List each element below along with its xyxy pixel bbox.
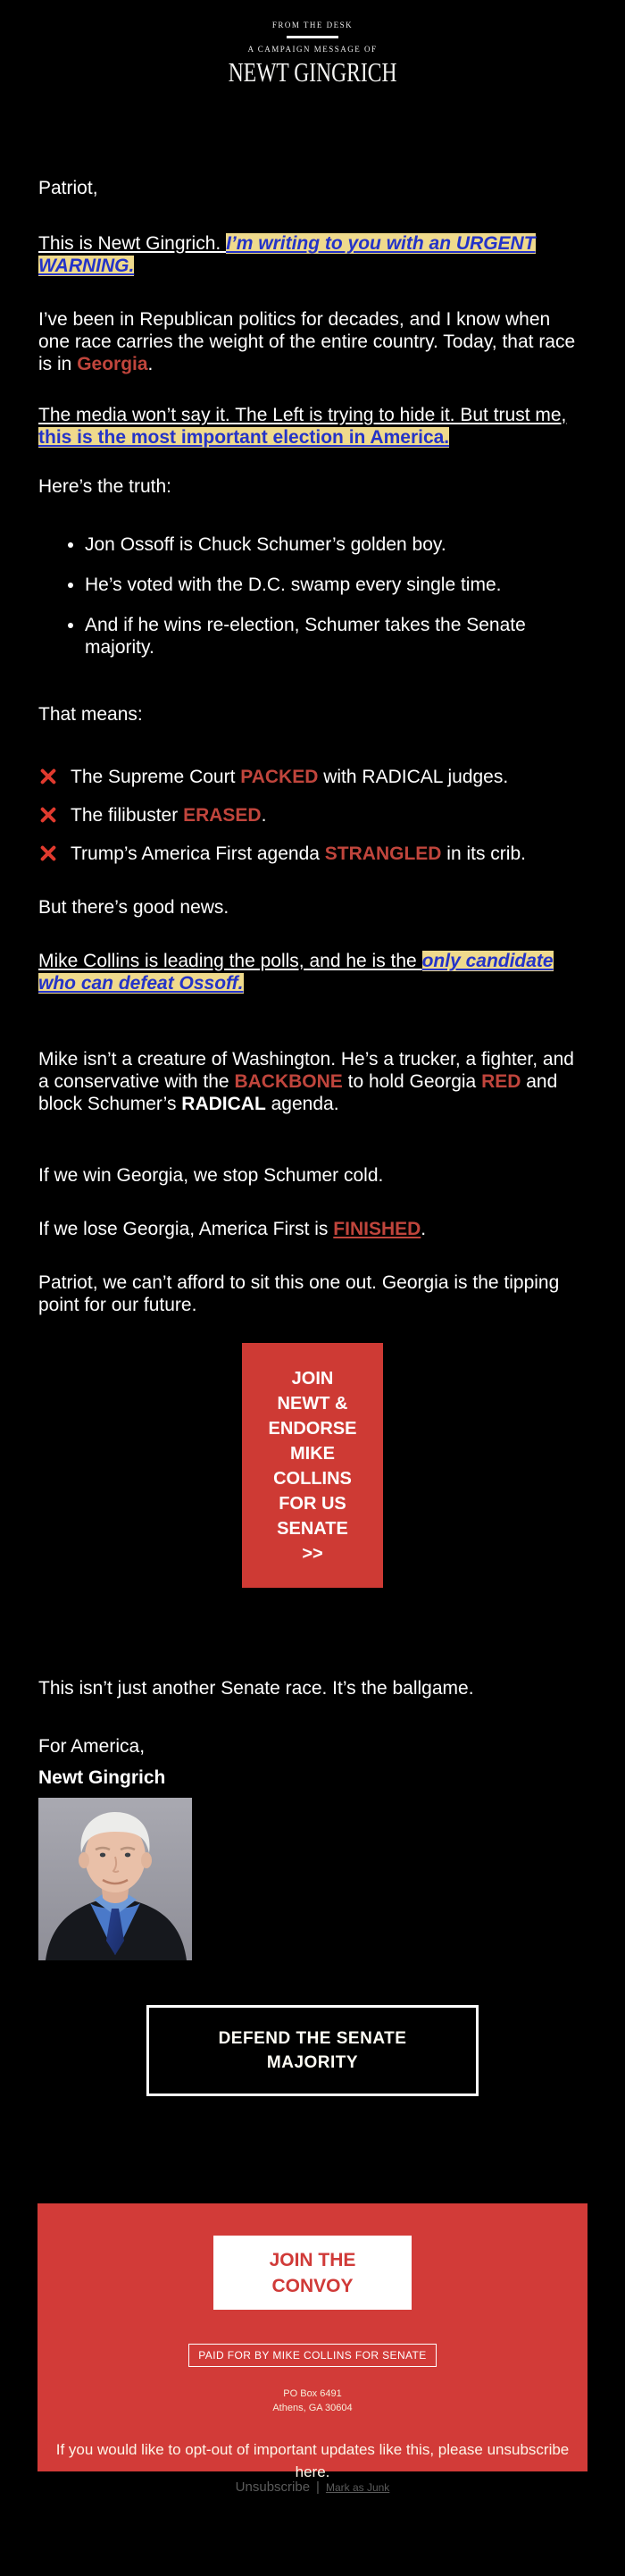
paid-for-disclaimer: PAID FOR BY MIKE COLLINS FOR SENATE: [188, 2344, 436, 2367]
logo-divider: [287, 36, 338, 38]
text-segment: Trump’s America First agenda: [71, 843, 325, 864]
body-paragraph: [38, 1766, 587, 1789]
body-paragraph: [38, 308, 587, 375]
bullet-item: • And if he wins re-election, Schumer takes the Senate majority.: [85, 614, 587, 659]
text-segment: RADICAL: [181, 1094, 266, 1114]
text-segment: Newt Gingrich: [38, 1767, 166, 1788]
inline-link[interactable]: Mike Collins is leading the polls, and he is the: [38, 951, 422, 971]
logo-name: NEWT GINGRICH: [228, 56, 397, 88]
text-segment: The filibuster: [71, 805, 184, 826]
bullet-item: • He’s voted with the D.C. swamp every single time.: [85, 574, 587, 596]
emphasis-red-text: RED: [481, 1071, 521, 1092]
x-mark-item: [38, 843, 587, 865]
x-mark-item: [38, 766, 587, 788]
body-paragraph: [38, 1735, 587, 1758]
inline-link[interactable]: This is Newt Gingrich.: [38, 233, 227, 254]
text-segment: That means:: [38, 704, 143, 725]
defend-section: [38, 2005, 587, 2096]
text-segment: I’ve been in Republican politics for decades, and I know when one race carries the weight of the entire country. Today, that race is in: [38, 309, 576, 374]
cta-button-line: >>: [302, 1544, 323, 1564]
sender-logo: [0, 0, 625, 88]
text-segment: with RADICAL judges.: [318, 767, 509, 787]
cta-button-line: FOR US: [279, 1494, 346, 1514]
body-paragraph: [38, 1164, 587, 1187]
email-closing: [38, 1677, 587, 1789]
text-segment: If we win Georgia, we stop Schumer cold.: [38, 1165, 384, 1186]
x-mark-item: [38, 804, 587, 827]
logo-tagline-top: FROM THE DESK: [271, 21, 354, 29]
text-segment: The Supreme Court: [71, 767, 241, 787]
cta-button-line: ENDORSE: [268, 1419, 357, 1439]
text-segment: Here’s the truth:: [38, 476, 172, 497]
defend-button-label: DEFEND THE SENATE MAJORITY: [218, 2029, 407, 2072]
cta-button-line: MIKE: [290, 1444, 335, 1464]
address-line-1: PO Box 6491: [283, 2388, 342, 2399]
body-paragraph: [38, 404, 587, 449]
body-paragraph: [38, 703, 587, 726]
text-segment: For America,: [38, 1736, 146, 1757]
highlighted-link[interactable]: this is the most important election in America.: [38, 427, 450, 448]
newt-gingrich-photo: [38, 1798, 192, 1960]
cta-section: [38, 1343, 587, 1588]
body-paragraph: [38, 475, 587, 498]
join-the-convoy-button[interactable]: [213, 2236, 412, 2310]
mark-as-junk-link[interactable]: Mark as Junk: [325, 2481, 390, 2494]
convoy-button-label: JOIN THE CONVOY: [269, 2250, 356, 2296]
logo-tagline-bottom: A CAMPAIGN MESSAGE OF: [247, 45, 378, 54]
emphasis-red-text: Georgia: [77, 354, 148, 374]
signature-photo-section: [38, 1798, 587, 1960]
cta-button-line: COLLINS: [273, 1469, 352, 1489]
highlighted-link[interactable]: I’m writing to you with an URGENT WARNING.: [38, 233, 536, 276]
text-segment: and block Schumer’s: [38, 1071, 558, 1114]
highlighted-link[interactable]: only candidate who can defeat Ossoff.: [38, 951, 554, 994]
body-paragraph: [38, 1218, 587, 1240]
defend-senate-majority-button[interactable]: [146, 2005, 479, 2096]
emphasis-red-text: ERASED: [183, 805, 262, 826]
address-line-2: Athens, GA 30604: [272, 2403, 353, 2413]
bullet-list: [38, 533, 587, 659]
cta-button-line: SENATE: [277, 1519, 348, 1539]
text-segment: This isn’t just another Senate race. It’s the ballgame.: [38, 1678, 474, 1699]
unsubscribe-link[interactable]: Unsubscribe: [235, 2480, 311, 2495]
text-segment: to hold Georgia: [342, 1071, 482, 1092]
unsubscribe-row: [0, 2480, 625, 2495]
body-paragraph: [38, 177, 587, 199]
text-segment: .: [421, 1219, 427, 1239]
join-newt-endorse-cta-button[interactable]: [242, 1343, 383, 1588]
email-body: [38, 177, 587, 1316]
text-segment: Mike isn’t a creature of Washington. He’s a trucker, a fighter, and a conservative with the: [38, 1049, 574, 1092]
x-mark-list: [38, 766, 587, 865]
emphasis-red-text: BACKBONE: [234, 1071, 343, 1092]
text-segment: Patriot, we can’t afford to sit this one out. Georgia is the tipping point for our future.: [38, 1272, 560, 1315]
body-paragraph: [38, 896, 587, 919]
text-segment: But there’s good news.: [38, 897, 229, 918]
separator: |: [316, 2480, 320, 2495]
text-segment: in its crib.: [441, 843, 526, 864]
body-paragraph: [38, 232, 587, 277]
red-x-icon: [38, 844, 56, 861]
emphasis-red-text: STRANGLED: [324, 843, 442, 864]
body-paragraph: [38, 1271, 587, 1316]
red-x-icon: [38, 806, 56, 823]
text-segment: agenda.: [265, 1094, 339, 1114]
text-segment: Patriot,: [38, 178, 98, 198]
emphasis-red-text: PACKED: [240, 767, 319, 787]
bullet-item: • Jon Ossoff is Chuck Schumer’s golden boy.: [85, 533, 587, 556]
cta-button-line: JOIN: [291, 1369, 334, 1389]
campaign-address: [38, 2387, 588, 2415]
red-x-icon: [38, 768, 56, 785]
cta-button-line: NEWT &: [277, 1394, 348, 1414]
inline-link[interactable]: The media won’t say it. The Left is trying to hide it. But trust me,: [38, 405, 567, 425]
text-segment: .: [261, 805, 267, 826]
email-footer: [38, 2203, 588, 2480]
inline-link-emphasis[interactable]: FINISHED: [333, 1219, 421, 1239]
text-segment: If we lose Georgia, America First is: [38, 1219, 334, 1239]
text-segment: .: [147, 354, 154, 374]
body-paragraph: [38, 1048, 587, 1115]
body-paragraph: [38, 950, 587, 994]
optout-text: If you would like to opt-out of important updates like this, please unsubscribe here.: [55, 2441, 570, 2480]
body-paragraph: [38, 1677, 587, 1699]
